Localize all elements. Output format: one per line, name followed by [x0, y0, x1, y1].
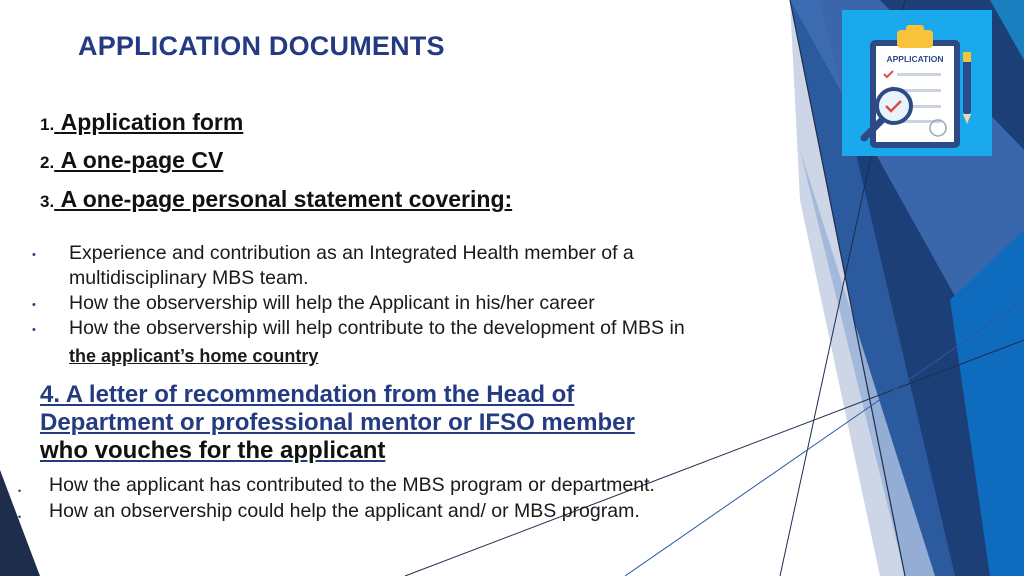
bullet-text: How the applicant has contributed to the MBS program or department.: [49, 474, 655, 496]
bullet-item: [32, 291, 772, 316]
item-text: Application form: [60, 109, 244, 135]
bullet-item: [32, 316, 772, 369]
item-number: 1.: [40, 115, 55, 134]
numbered-item: [40, 186, 512, 213]
recommendation-line-2: Department or professional mentor or IFSO member: [40, 409, 635, 436]
bullet-text: How the observership will help the Applicant in his/her career: [69, 292, 595, 314]
clipboard-magnifier-icon: [842, 10, 992, 156]
bullet-text: How an observership could help the applicant and/ or MBS program.: [49, 500, 640, 522]
item-number: 2.: [40, 153, 55, 172]
slide-title: APPLICATION DOCUMENTS: [78, 31, 445, 61]
letter-bullet-list: [18, 472, 778, 524]
bullet-continuation: the applicant’s home country: [69, 346, 319, 366]
recommendation-heading: [40, 381, 720, 465]
clipboard-label: APPLICATION: [886, 54, 944, 64]
recommendation-line-1: 4. A letter of recommendation from the Head of: [40, 381, 575, 408]
numbered-item: [40, 147, 223, 174]
numbered-item: [40, 109, 243, 136]
bullet-text: Experience and contribution as an Integrated Health member of a multidisciplinary MBS team.: [69, 242, 634, 289]
bullet-item: [18, 472, 778, 498]
item-text: A one-page CV: [60, 147, 224, 173]
bullet-item: [32, 241, 772, 291]
bullet-item: [18, 498, 778, 524]
statement-bullet-list: [32, 241, 772, 369]
bullet-text: How the observership will help contribute to the development of MBS in: [69, 317, 685, 339]
application-illustration: [842, 10, 992, 156]
recommendation-line-3: who vouches for the applicant: [40, 437, 386, 464]
item-text: A one-page personal statement covering:: [60, 186, 513, 212]
item-number: 3.: [40, 192, 55, 211]
